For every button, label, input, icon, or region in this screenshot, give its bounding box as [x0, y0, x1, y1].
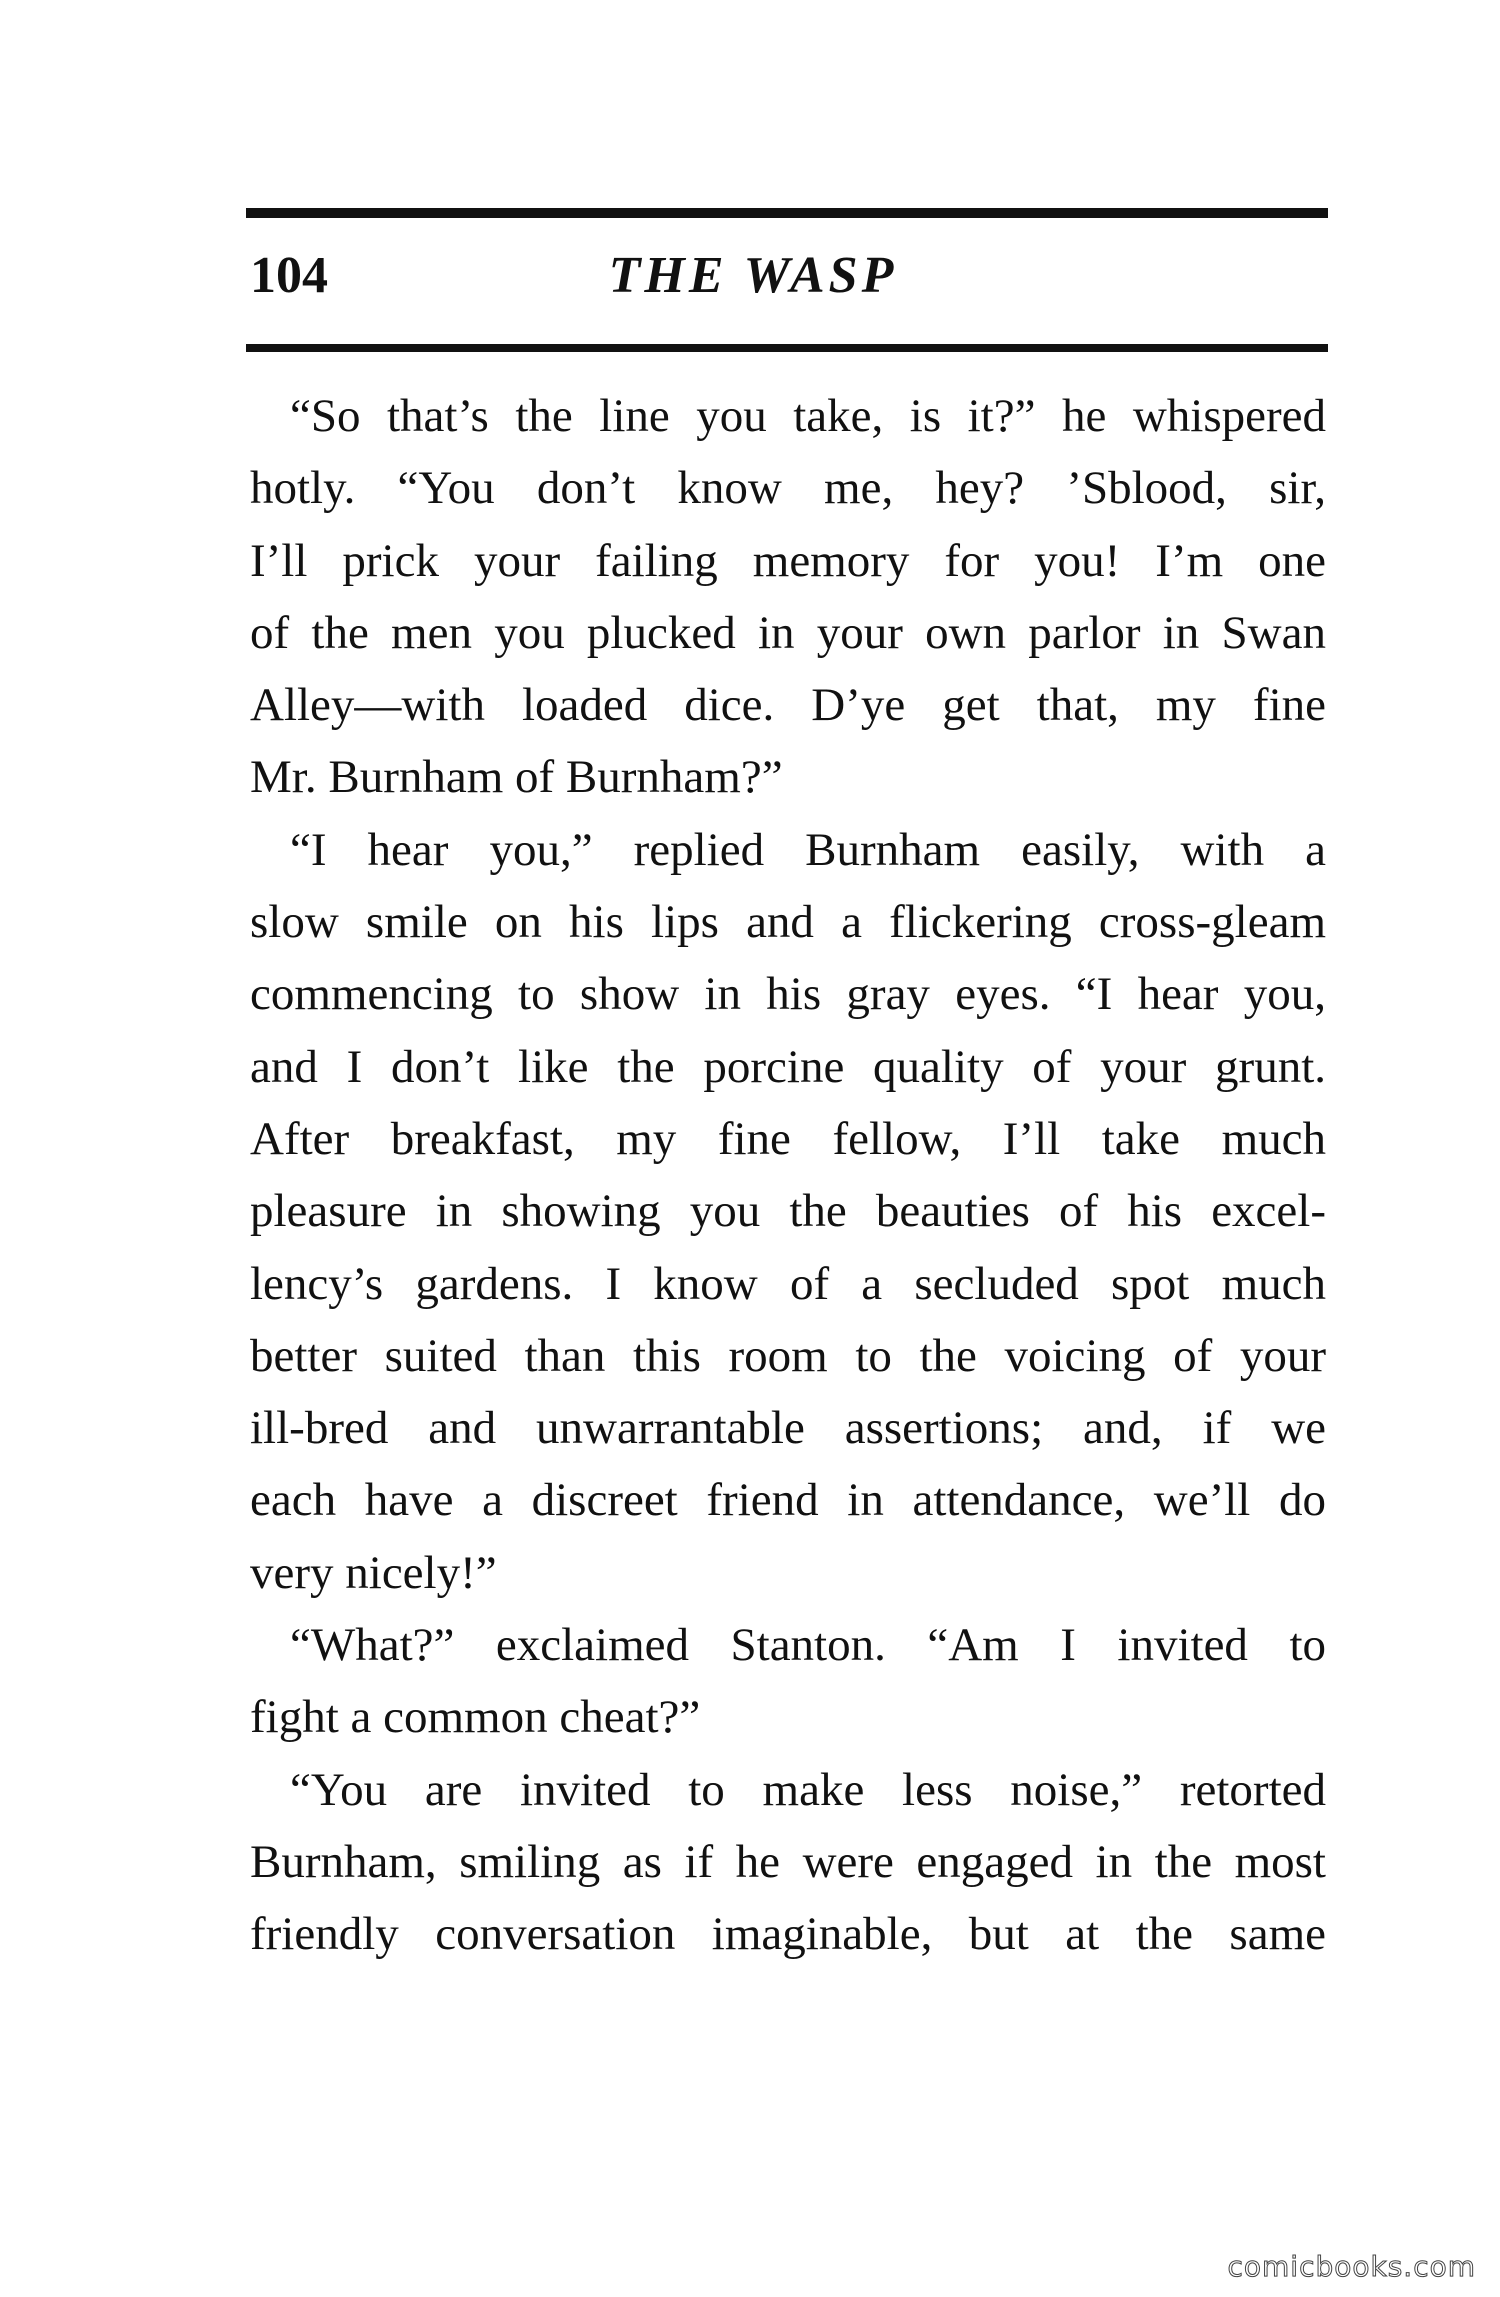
text-line: commencing to show in his gray eyes. “I hear you, — [250, 968, 1326, 1021]
header-bottom-rule — [246, 344, 1328, 352]
text-line: of the men you plucked in your own parlor in Swan — [250, 606, 1326, 659]
text-line: hotly. “You don’t know me, hey? ’Sblood, sir, — [250, 462, 1326, 515]
text-line: better suited than this room to the voicing of your — [250, 1329, 1326, 1382]
text-line: “I hear you,” replied Burnham easily, with a — [290, 823, 1326, 876]
book-title: THE WASP — [608, 247, 898, 304]
text-line: each have a discreet friend in attendance, we’ll do — [250, 1474, 1326, 1527]
watermark: comicbooks.com — [1227, 2250, 1476, 2283]
text-line: lency’s gardens. I know of a secluded spot much — [250, 1257, 1326, 1310]
text-line: pleasure in showing you the beauties of his excel- — [250, 1185, 1326, 1238]
body-text — [250, 380, 1326, 1971]
text-line: “What?” exclaimed Stanton. “Am I invited to — [290, 1619, 1326, 1672]
text-line: slow smile on his lips and a flickering cross-gleam — [250, 896, 1326, 949]
text-line: Mr. Burnham of Burnham?” — [250, 751, 783, 804]
text-line: fight a common cheat?” — [250, 1691, 701, 1744]
text-line: “So that’s the line you take, is it?” he whispered — [290, 390, 1326, 442]
running-head — [250, 238, 1326, 318]
text-line: Alley—with loaded dice. D’ye get that, my fine — [250, 679, 1326, 732]
text-line: “You are invited to make less noise,” retorted — [290, 1763, 1326, 1816]
text-line: Burnham, smiling as if he were engaged in the most — [250, 1835, 1326, 1888]
header-top-rule — [246, 208, 1328, 218]
text-line: ill-bred and unwarrantable assertions; and, if we — [250, 1402, 1326, 1455]
text-line: After breakfast, my fine fellow, I’ll take much — [250, 1112, 1326, 1165]
text-line: I’ll prick your failing memory for you! I’m one — [250, 534, 1326, 587]
text-line: very nicely!” — [250, 1546, 497, 1599]
text-line: and I don’t like the porcine quality of your grunt. — [250, 1040, 1326, 1093]
text-line: friendly conversation imaginable, but at the same — [250, 1908, 1326, 1961]
page-number: 104 — [250, 247, 328, 304]
